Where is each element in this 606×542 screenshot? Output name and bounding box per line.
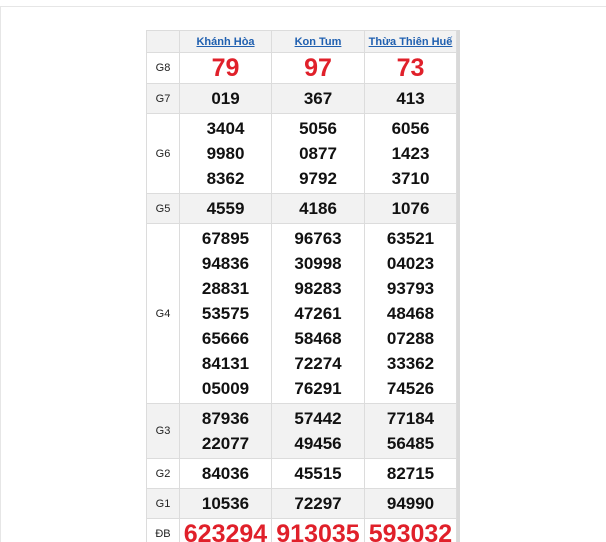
prize-cell-g1-col2 [365,489,457,519]
province-link-kon-tum[interactable]: Kon Tum [272,31,365,53]
prize-row-g2 [147,459,457,489]
prize-cell-g3-col2 [365,404,457,459]
lottery-results-table [146,30,457,542]
prize-rows [147,53,457,542]
prize-label-g7: G7 [147,84,180,114]
winning-number: 87936 [201,409,250,428]
prize-cell-g6-col1 [272,114,365,194]
winning-number: 5056 [299,119,337,138]
prize-cell-db-col2 [365,519,457,542]
winning-number: 65666 [201,329,250,348]
winning-number: 367 [303,89,333,108]
winning-number: 413 [396,89,425,108]
winning-number: 77184 [386,409,435,428]
prize-cell-g8-col1 [272,53,365,84]
winning-number: 9980 [206,144,245,163]
winning-number: 53575 [201,304,250,323]
prize-row-db [147,519,457,542]
prize-label-g5: G5 [147,194,180,224]
prize-cell-g7-col0 [180,84,272,114]
winning-number: 4186 [299,199,337,218]
prize-cell-g2-col0 [180,459,272,489]
prize-cell-g2-col2 [365,459,457,489]
prize-row-g5 [147,194,457,224]
prize-row-g6 [147,114,457,194]
winning-number: 913035 [276,520,360,542]
prize-label-g6: G6 [147,114,180,194]
prize-label-g3: G3 [147,404,180,459]
prize-cell-g6-col0 [180,114,272,194]
prize-label-g4: G4 [147,224,180,404]
winning-number: 10536 [201,494,250,513]
winning-number: 82715 [386,464,435,483]
header-corner-cell [147,31,180,53]
winning-number: 63521 [386,229,435,248]
prize-cell-g2-col1 [272,459,365,489]
winning-number: 84036 [201,464,250,483]
header-row [147,31,457,53]
prize-label-db: ĐB [147,519,180,542]
province-link-thua-thien-hue[interactable]: Thừa Thiên Huế [365,31,457,53]
winning-number: 8362 [206,169,245,188]
winning-number: 019 [211,89,240,108]
winning-number: 98283 [294,279,342,298]
winning-number: 6056 [391,119,430,138]
prize-cell-g8-col2 [365,53,457,84]
winning-number: 84131 [201,354,250,373]
winning-number: 593032 [368,520,453,542]
winning-number: 56485 [386,434,435,453]
winning-number: 97 [304,54,332,82]
winning-number: 47261 [294,304,342,323]
winning-number: 49456 [294,434,342,453]
prize-cell-g3-col1 [272,404,365,459]
prize-cell-g6-col2 [365,114,457,194]
prize-row-g4 [147,224,457,404]
prize-cell-g3-col0 [180,404,272,459]
table-header [147,31,457,53]
winning-number: 94990 [386,494,435,513]
prize-cell-db-col1 [272,519,365,542]
winning-number: 1423 [391,144,430,163]
prize-cell-g7-col2 [365,84,457,114]
winning-number: 72274 [294,354,342,373]
winning-number: 72297 [294,494,342,513]
winning-number: 76291 [294,379,342,398]
winning-number: 74526 [386,379,435,398]
winning-number: 96763 [294,229,342,248]
prize-cell-g7-col1 [272,84,365,114]
winning-number: 73 [396,54,425,82]
winning-number: 0877 [299,144,337,163]
winning-number: 57442 [294,409,342,428]
winning-number: 9792 [299,169,337,188]
winning-number: 94836 [201,254,250,273]
prize-row-g3 [147,404,457,459]
winning-number: 58468 [294,329,342,348]
prize-row-g1 [147,489,457,519]
prize-cell-g8-col0 [180,53,272,84]
winning-number: 3710 [391,169,430,188]
winning-number: 93793 [386,279,435,298]
prize-cell-g5-col1 [272,194,365,224]
winning-number: 30998 [294,254,342,273]
winning-number: 22077 [201,434,250,453]
prize-label-g2: G2 [147,459,180,489]
winning-number: 79 [211,54,240,82]
winning-number: 05009 [201,379,250,398]
prize-label-g8: G8 [147,53,180,84]
winning-number: 33362 [386,354,435,373]
prize-cell-g5-col0 [180,194,272,224]
prize-cell-g5-col2 [365,194,457,224]
prize-cell-g4-col1 [272,224,365,404]
winning-number: 28831 [201,279,250,298]
prize-cell-g4-col2 [365,224,457,404]
winning-number: 3404 [206,119,245,138]
province-link-khanh-hoa[interactable]: Khánh Hòa [180,31,272,53]
prize-cell-g4-col0 [180,224,272,404]
winning-number: 04023 [386,254,435,273]
winning-number: 45515 [294,464,342,483]
prize-cell-g1-col0 [180,489,272,519]
lottery-results-panel [146,30,460,542]
prize-row-g8 [147,53,457,84]
winning-number: 67895 [201,229,250,248]
winning-number: 07288 [386,329,435,348]
winning-number: 1076 [391,199,430,218]
prize-label-g1: G1 [147,489,180,519]
prize-row-g7 [147,84,457,114]
prize-cell-db-col0 [180,519,272,542]
winning-number: 4559 [206,199,245,218]
winning-number: 48468 [386,304,435,323]
prize-cell-g1-col1 [272,489,365,519]
winning-number: 623294 [183,520,268,542]
